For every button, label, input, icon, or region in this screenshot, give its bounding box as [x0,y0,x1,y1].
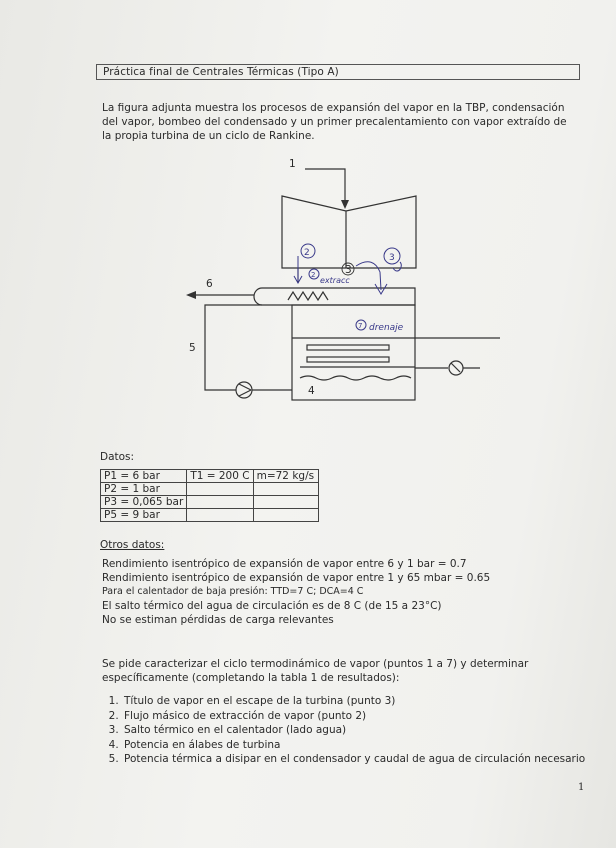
condenser-tube-1 [307,345,389,350]
page-title: Práctica final de Centrales Térmicas (Tipo A) [96,64,580,80]
table-row [101,509,319,522]
label-point-5: 5 [189,342,196,354]
table-row [101,483,319,496]
heater-shell [254,288,415,305]
table-row [101,496,319,509]
hand-note-7: 7 [358,322,363,330]
inlet-pipe [305,169,345,206]
table-cell: P2 = 1 bar [101,483,187,496]
table-cell: m=72 kg/s [253,470,318,483]
intro-paragraph: La figura adjunta muestra los procesos de expansión del vapor en la TBP, condensación del vapor, bombeo del condensado y un primer precalentamiento con vapor extraído de la propia turbina de un ciclo de Rankine. [102,102,567,142]
table-cell [253,496,318,509]
table-cell [253,509,318,522]
requested-items-list [102,694,602,767]
table-cell [187,496,253,509]
heater-coil [288,292,328,300]
condensate-level [300,376,411,380]
hand-note-drenaje: drenaje [369,323,404,333]
label-point-4: 4 [308,385,315,397]
label-point-6: 6 [206,278,213,290]
pide-paragraph: Se pide caracterizar el ciclo termodinámico de vapor (puntos 1 a 7) y determinar específicamente (completando la tabla 1 de resultados): [102,658,529,684]
list-item: 5. Potencia térmica a disipar en el condensador y caudal de agua de circulación necesario [122,752,602,767]
table-cell [253,483,318,496]
otros-line: Rendimiento isentrópico de expansión de vapor entre 1 y 65 mbar = 0.65 [102,572,491,584]
otros-line: El salto térmico del agua de circulación es de 8 C (de 15 a 23°C) [102,600,442,612]
label-point-1: 1 [289,158,296,170]
otros-line: Para el calentador de baja presión: TTD=7 C; DCA=4 C [102,586,364,597]
hand-note-2a: 2 [304,248,310,258]
page-number: 1 [578,782,585,793]
list-item: 4. Potencia en álabes de turbina [122,738,602,753]
list-item: 3. Salto térmico en el calentador (lado agua) [122,723,602,738]
list-item: 2. Flujo másico de extracción de vapor (punto 2) [122,709,602,724]
hand-note-2b: 2 [311,271,316,279]
label-point-3: 3 [345,264,352,276]
hand-note-extracc: extracc [320,276,350,285]
datos-table [100,469,319,522]
pump-icon [236,382,252,398]
datos-heading: Datos: [100,451,135,463]
condenser-tube-2 [307,357,389,362]
otros-line: No se estiman pérdidas de carga relevantes [102,614,334,626]
table-cell [187,509,253,522]
table-cell: P5 = 9 bar [101,509,187,522]
table-cell: P1 = 6 bar [101,470,187,483]
condensate-line-5 [205,305,262,390]
otros-line: Rendimiento isentrópico de expansión de vapor entre 6 y 1 bar = 0.7 [102,558,467,570]
table-cell [187,483,253,496]
list-item: 1. Título de vapor en el escape de la turbina (punto 3) [122,694,602,709]
hand-note-3: 3 [389,253,395,263]
table-row [101,470,319,483]
otros-heading: Otros datos: [100,539,165,551]
turbine-body [282,196,416,268]
table-cell: P3 = 0,065 bar [101,496,187,509]
otros-datos-list [102,557,572,627]
table-cell: T1 = 200 C [187,470,253,483]
